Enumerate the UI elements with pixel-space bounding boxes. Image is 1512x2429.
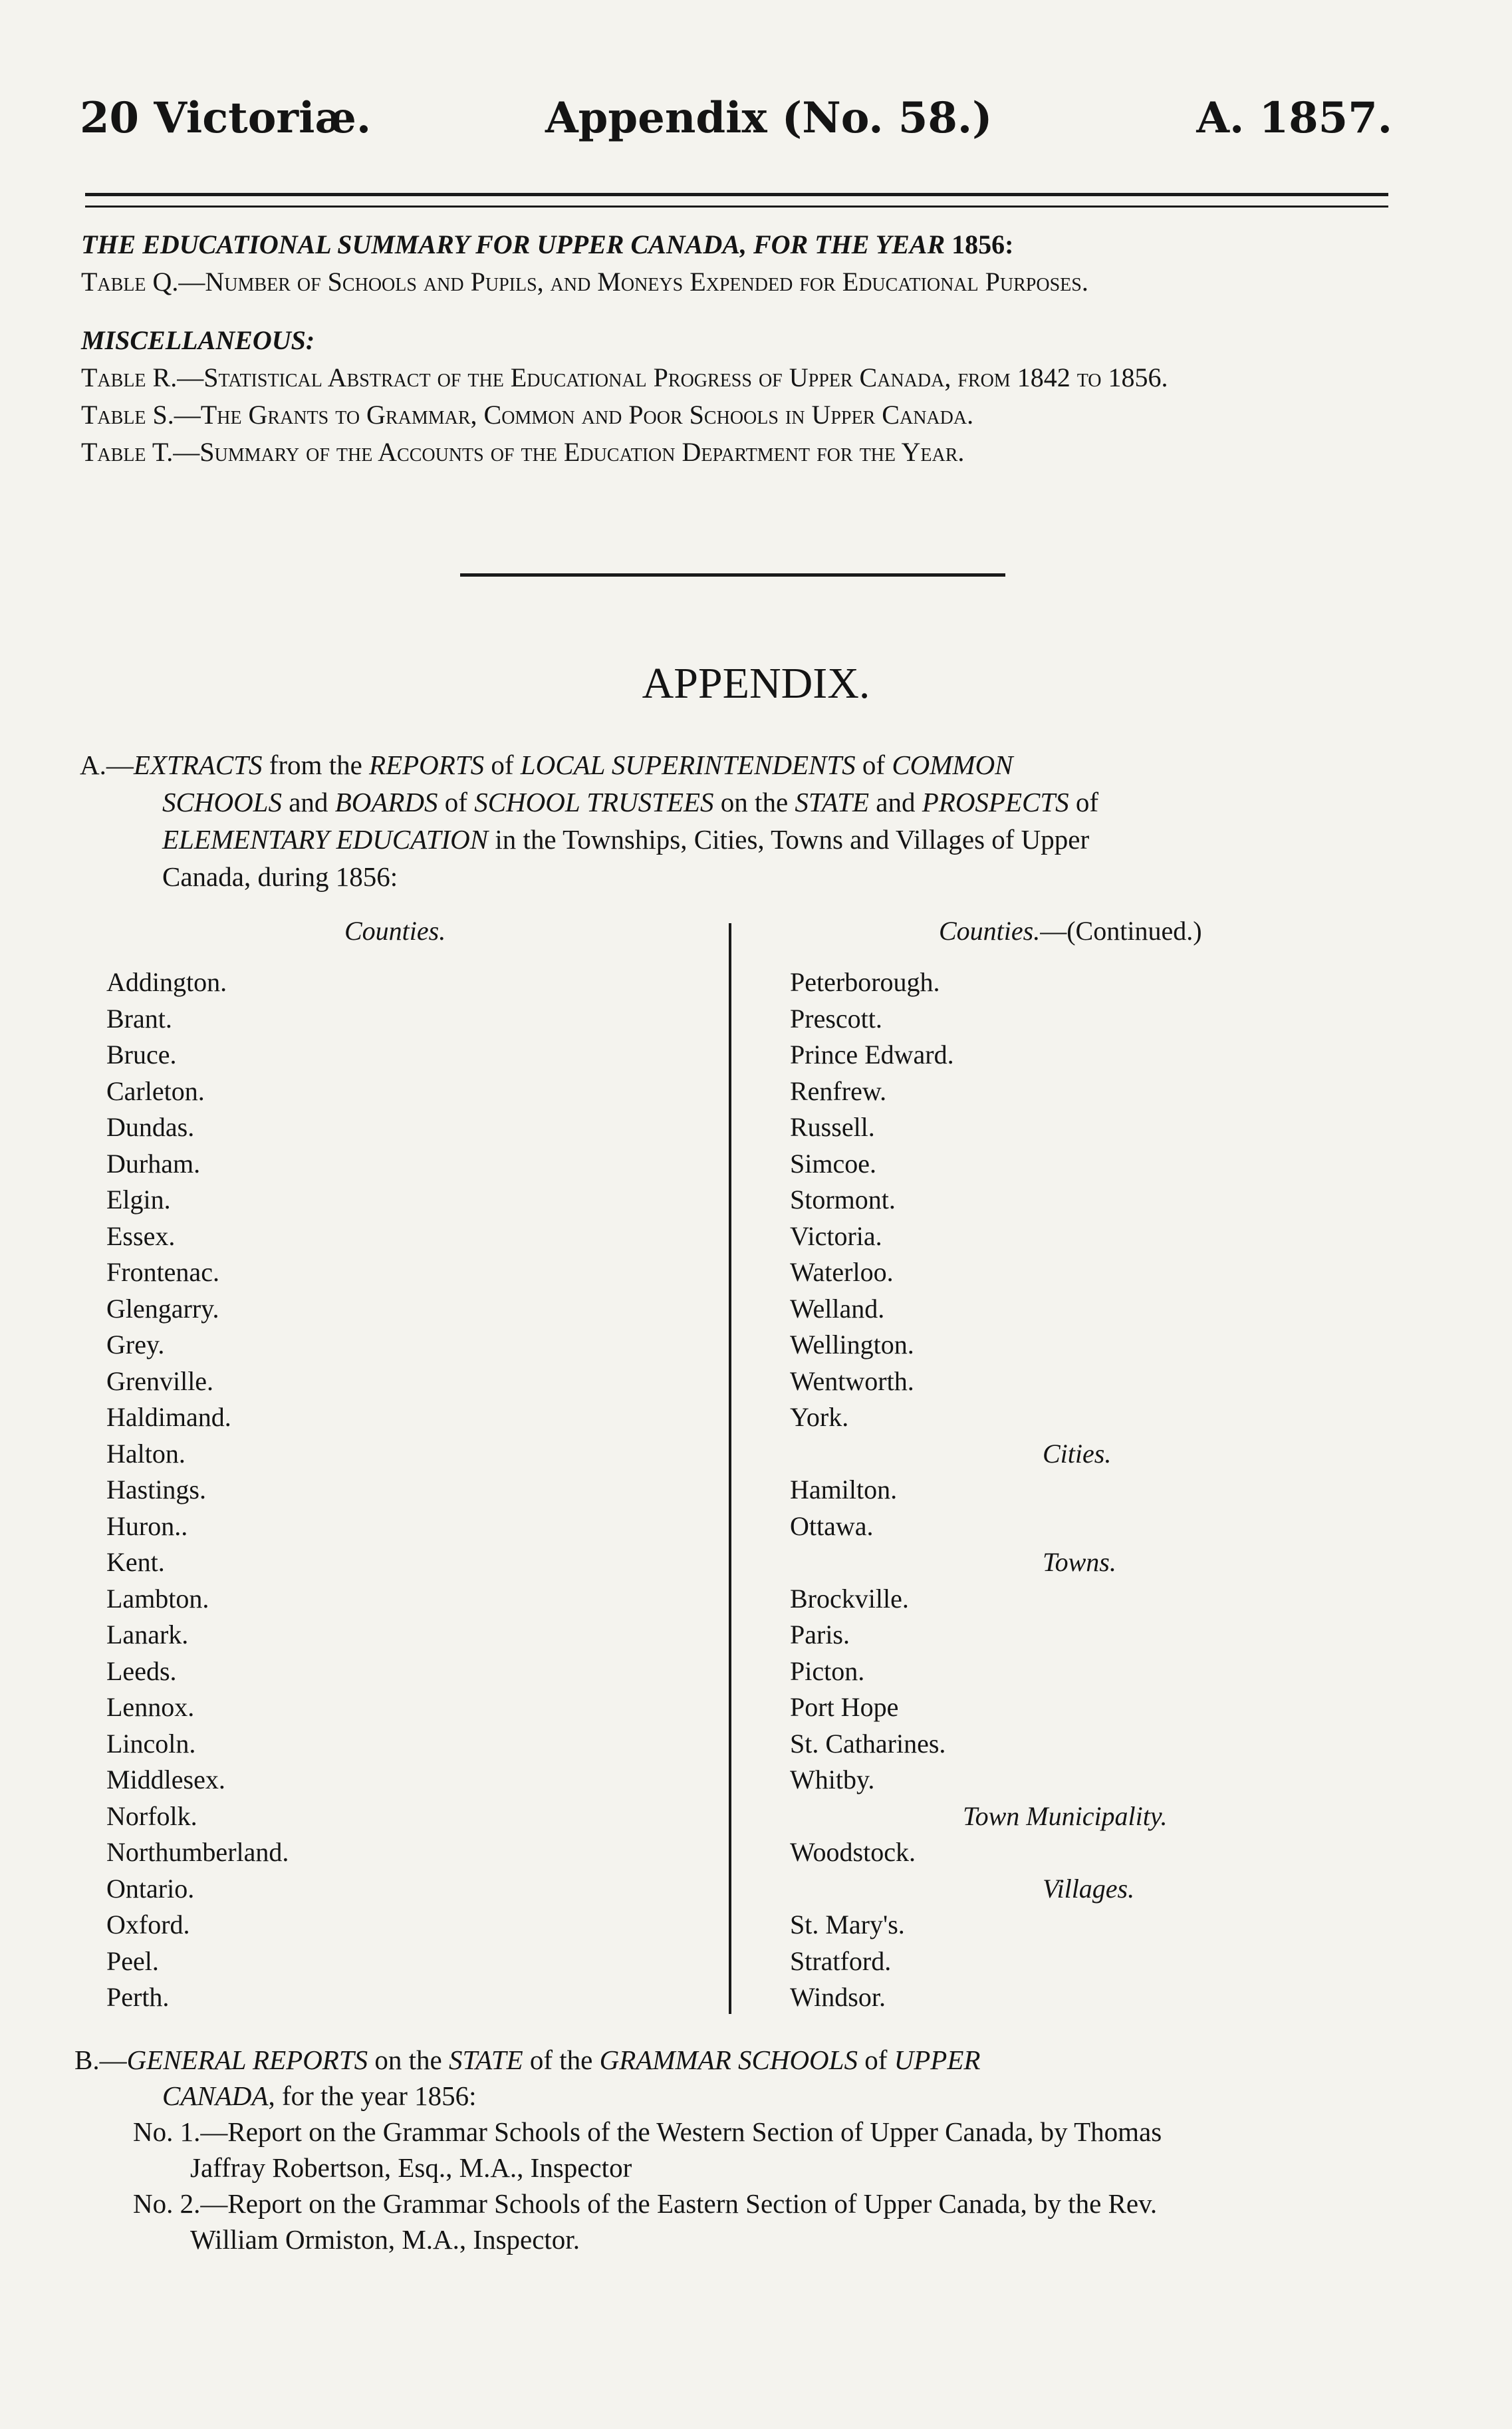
county-list-item: Peel.	[106, 1945, 159, 1976]
report-no-2-line-1: No. 2.—Report on the Grammar Schools of the Eastern Section of Upper Canada, by the Rev.	[133, 2188, 1158, 2219]
county-list-item: Glengarry.	[106, 1293, 219, 1324]
county-list-item: Elgin.	[106, 1185, 171, 1214]
city-list-item: Hamilton.	[790, 1475, 898, 1504]
village-list-item: Stratford.	[790, 1945, 892, 1976]
summary-block	[81, 226, 1406, 301]
misc-heading: MISCELLANEOUS:	[81, 325, 315, 355]
section-rule	[460, 573, 1005, 577]
county-list-item: Prescott.	[790, 1003, 882, 1034]
table-t-line: Table T.—Summary of the Accounts of the Education Department for the Year.	[81, 437, 965, 467]
county-list-item: York.	[790, 1402, 849, 1432]
county-list-item: Waterloo.	[790, 1257, 894, 1287]
county-list-item: Huron..	[106, 1510, 188, 1541]
county-list-item: Dundas.	[106, 1112, 195, 1142]
county-list-item: Hastings.	[106, 1475, 206, 1504]
town-municipality-item: Woodstock.	[790, 1837, 916, 1867]
appendix-title: APPENDIX.	[642, 659, 870, 708]
villages-subheading: Villages.	[1043, 1873, 1135, 1904]
county-list-item: Peterborough.	[790, 967, 940, 997]
town-list-item: Port Hope	[790, 1692, 899, 1722]
town-list-item: Picton.	[790, 1655, 865, 1686]
county-list-item: Haldimand.	[106, 1402, 231, 1432]
county-list-item: Middlesex.	[106, 1765, 225, 1794]
county-list-item: Victoria.	[790, 1220, 882, 1251]
table-q-line: Table Q.—Number of Schools and Pupils, and Moneys Expended for Educational Purposes.	[81, 267, 1088, 297]
section-b-line-2: CANADA, for the year 1856:	[162, 2080, 477, 2111]
header-year: A. 1857.	[1196, 93, 1392, 143]
county-list-item: Ontario.	[106, 1873, 195, 1904]
section-b-paragraph	[74, 2042, 1346, 2257]
county-list-item: Frontenac.	[106, 1257, 219, 1287]
county-list-item: Lincoln.	[106, 1728, 196, 1759]
county-list-item: Northumberland.	[106, 1837, 289, 1867]
header-session: 20 Victoriæ.	[80, 93, 372, 143]
county-list-item: Halton.	[106, 1438, 186, 1469]
town-list-item: St. Catharines.	[790, 1728, 946, 1759]
running-header	[80, 93, 1392, 160]
section-a-paragraph	[80, 746, 1346, 895]
report-no-1-line-1: No. 1.—Report on the Grammar Schools of the Western Section of Upper Canada, by Thomas	[133, 2116, 1162, 2147]
county-list-item: Kent.	[106, 1547, 165, 1577]
county-list-item: Durham.	[106, 1148, 201, 1179]
county-list-item: Lanark.	[106, 1620, 189, 1649]
county-list-item: Addington.	[106, 967, 227, 997]
town-municipality-subheading: Town Municipality.	[963, 1800, 1168, 1831]
city-list-item: Ottawa.	[790, 1510, 874, 1541]
county-list-item: Bruce.	[106, 1040, 177, 1070]
column-divider	[729, 923, 731, 2014]
county-list-item: Russell.	[790, 1112, 875, 1142]
county-list-item: Simcoe.	[790, 1148, 876, 1179]
right-county-list	[790, 964, 1388, 2016]
county-list-item: Wentworth.	[790, 1365, 914, 1396]
misc-block	[81, 322, 1406, 471]
county-list-item: Wellington.	[790, 1330, 914, 1359]
section-a-line-3: ELEMENTARY EDUCATION in the Townships, Cities, Towns and Villages of Upper	[162, 824, 1090, 855]
county-list-item: Brant.	[106, 1003, 172, 1034]
section-b-line-1: B.—GENERAL REPORTS on the STATE of the GRAMMAR SCHOOLS of UPPER	[74, 2045, 981, 2075]
village-list-item: St. Mary's.	[790, 1910, 905, 1939]
county-list-item: Grenville.	[106, 1365, 214, 1396]
county-list-item: Norfolk.	[106, 1800, 197, 1831]
county-list-item: Essex.	[106, 1220, 176, 1251]
report-no-1-line-2: Jaffray Robertson, Esq., M.A., Inspector	[190, 2152, 632, 2183]
village-list-item: Windsor.	[790, 1982, 886, 2012]
section-a-line-4: Canada, during 1856:	[162, 861, 398, 892]
town-list-item: Brockville.	[790, 1583, 909, 1614]
county-list-item: Grey.	[106, 1330, 165, 1359]
town-list-item: Paris.	[790, 1620, 850, 1649]
towns-subheading: Towns.	[1043, 1547, 1116, 1577]
header-appendix-number: Appendix (No. 58.)	[545, 93, 993, 143]
left-column-heading: Counties.	[344, 916, 446, 946]
section-a-line-1: A.—EXTRACTS from the REPORTS of LOCAL SUPERINTENDENTS of COMMON	[80, 750, 1013, 780]
header-rule	[85, 193, 1388, 208]
town-list-item: Whitby.	[790, 1765, 875, 1794]
county-list-item: Oxford.	[106, 1910, 190, 1939]
county-list-item: Perth.	[106, 1982, 170, 2012]
report-no-2-line-2: William Ormiston, M.A., Inspector.	[190, 2224, 580, 2255]
cities-subheading: Cities.	[1043, 1438, 1112, 1469]
right-column-heading: Counties.—(Continued.)	[939, 916, 1202, 946]
county-list-item: Carleton.	[106, 1075, 205, 1106]
county-list-item: Renfrew.	[790, 1075, 887, 1106]
table-s-line: Table S.—The Grants to Grammar, Common and Poor Schools in Upper Canada.	[81, 400, 974, 430]
table-r-line: Table R.—Statistical Abstract of the Educational Progress of Upper Canada, from 1842 to 1856.	[81, 362, 1168, 392]
county-list-item: Leeds.	[106, 1655, 177, 1686]
county-list-item: Prince Edward.	[790, 1040, 954, 1070]
summary-heading: THE EDUCATIONAL SUMMARY FOR UPPER CANADA, FOR THE YEAR 1856:	[81, 229, 1014, 259]
county-list-item: Lambton.	[106, 1583, 209, 1614]
county-list-item: Lennox.	[106, 1692, 195, 1722]
section-a-line-2: SCHOOLS and BOARDS of SCHOOL TRUSTEES on the STATE and PROSPECTS of	[162, 787, 1099, 817]
county-list-item: Stormont.	[790, 1185, 896, 1214]
county-list-item: Welland.	[790, 1293, 885, 1324]
left-county-list	[106, 964, 289, 2016]
